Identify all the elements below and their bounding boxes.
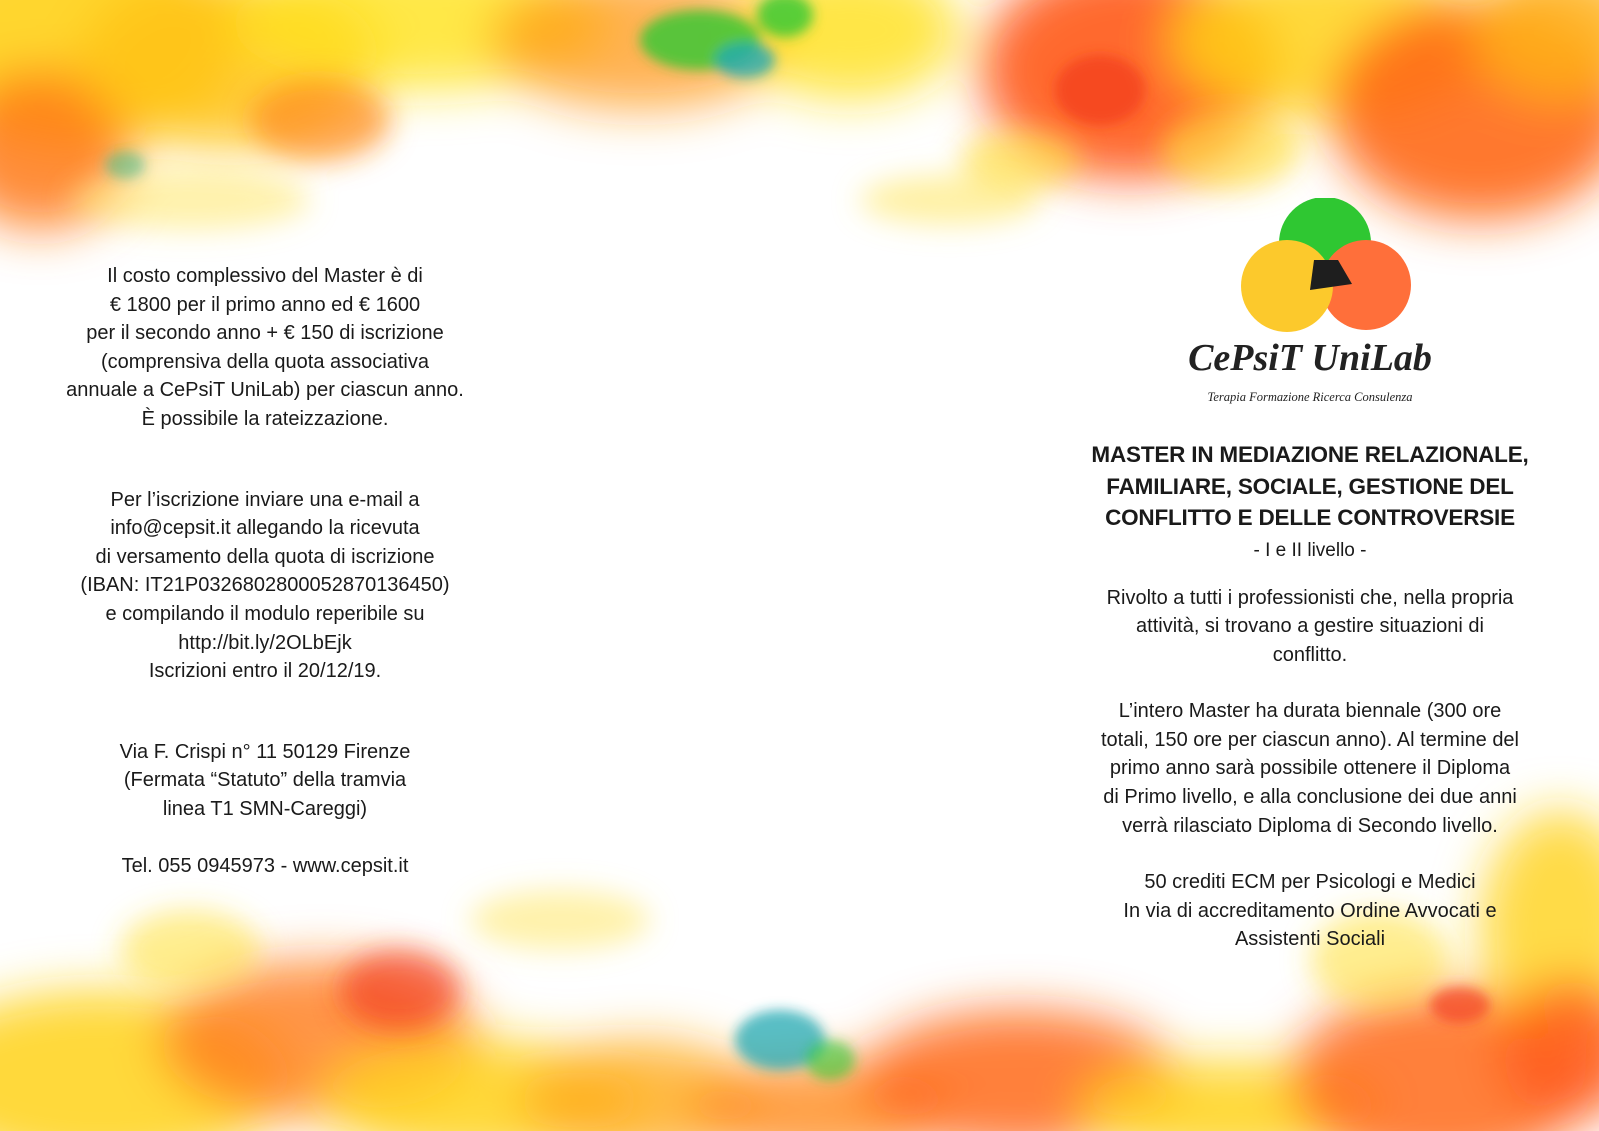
cost-line: per il secondo anno + € 150 di iscrizione — [86, 322, 444, 345]
credits-line: In via di accreditamento Ordine Avvocati e — [1123, 899, 1497, 922]
enrollment-paragraph — [40, 486, 490, 686]
audience-paragraph — [1062, 584, 1558, 670]
cost-line: (comprensiva della quota associativa — [101, 350, 429, 373]
deadline-line: Iscrizioni entro il 20/12/19. — [148, 660, 382, 683]
enroll-line: e compilando il modulo reperibile su — [105, 602, 425, 625]
contact-line[interactable]: Tel. 055 0945973 - www.cepsit.it — [121, 854, 409, 877]
title-line: FAMILIARE, SOCIALE, GESTIONE DEL — [1106, 473, 1514, 499]
duration-line: L’intero Master ha durata biennale (300 ore — [1118, 700, 1502, 723]
logo-tagline: Terapia Formazione Ricerca Consulenza — [1207, 390, 1413, 404]
cost-line: È possibile la rateizzazione. — [141, 407, 389, 430]
audience-line: attività, si trovano a gestire situazioni di — [1136, 615, 1484, 638]
duration-line: primo anno sarà possibile ottenere il Diploma — [1109, 757, 1511, 780]
title-line: CONFLITTO E DELLE CONTROVERSIE — [1105, 505, 1515, 530]
duration-line: verrà rilasciato Diploma di Secondo livello. — [1122, 814, 1498, 837]
cepsit-unilab-logo — [1130, 198, 1490, 413]
email-line[interactable]: info@cepsit.it allegando la ricevuta — [110, 517, 420, 540]
credits-line: 50 crediti ECM per Psicologi e Medici — [1144, 871, 1476, 894]
enroll-line: di versamento della quota di iscrizione — [95, 545, 435, 568]
address-line: (Fermata “Statuto” della tramvia — [123, 769, 407, 792]
logo-wordmark: CePsiT UniLab — [1188, 337, 1432, 379]
cost-line: Il costo complessivo del Master è di — [107, 265, 423, 287]
address-line: linea T1 SMN-Careggi) — [162, 797, 368, 820]
address-line: Via F. Crispi n° 11 50129 Firenze — [119, 740, 411, 763]
cost-line: € 1800 per il primo anno ed € 1600 — [109, 293, 421, 316]
form-link[interactable]: http://bit.ly/2OLbEjk — [178, 631, 352, 654]
iban-line: (IBAN: IT21P0326802800052870136450) — [80, 574, 450, 597]
right-cover-panel — [1062, 198, 1558, 954]
duration-paragraph — [1062, 697, 1558, 840]
title-line: MASTER IN MEDIAZIONE RELAZIONALE, — [1091, 442, 1529, 467]
left-info-panel — [40, 262, 490, 880]
address-paragraph — [40, 738, 490, 824]
credits-paragraph — [1062, 868, 1558, 954]
top-ink-cloud — [0, 0, 1599, 230]
duration-line: di Primo livello, e alla conclusione dei due anni — [1103, 786, 1517, 809]
duration-line: totali, 150 ore per ciascun anno). Al termine del — [1100, 728, 1520, 751]
credits-line: Assistenti Sociali — [1234, 928, 1386, 951]
cost-line: annuale a CePsiT UniLab) per ciascun anno. — [66, 379, 464, 402]
master-title — [1062, 439, 1558, 534]
audience-line: Rivolto a tutti i professionisti che, nella propria — [1106, 586, 1514, 609]
cost-paragraph — [40, 262, 490, 434]
audience-line: conflitto. — [1272, 643, 1348, 666]
level-subtitle: - I e II livello - — [1253, 539, 1367, 561]
enroll-line: Per l’iscrizione inviare una e-mail a — [110, 488, 420, 511]
